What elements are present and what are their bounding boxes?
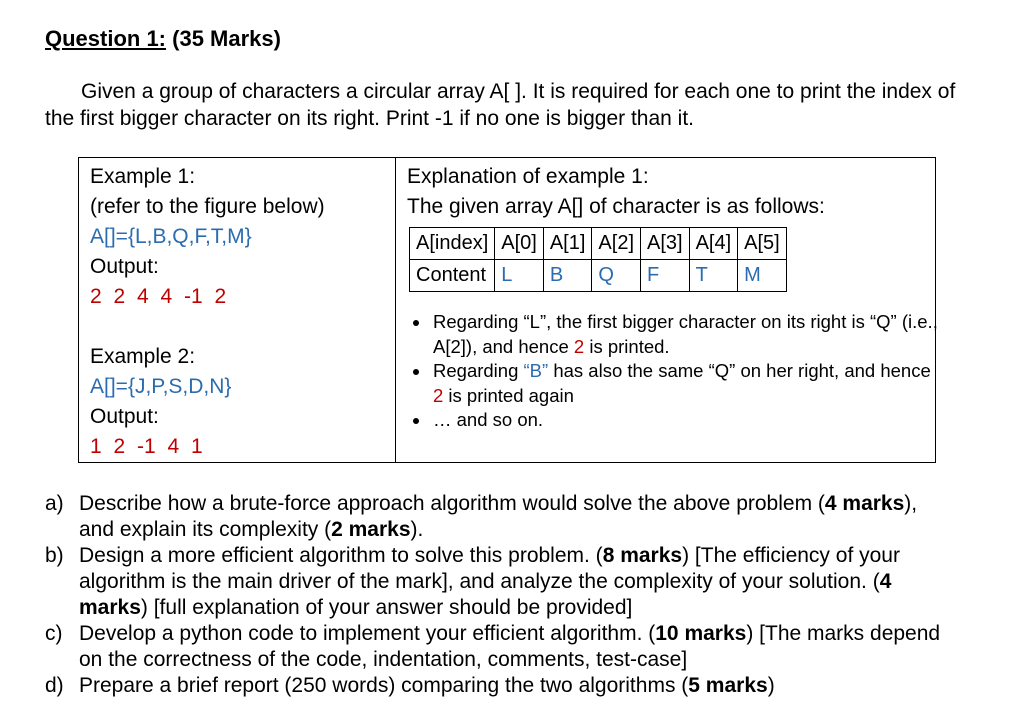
task-item: b) Design a more efficient algorithm to solve this problem. (8 marks) [The efficiency of your algorithm is the main driver of the mark], and analyze the complexity of your solution. (4 marks) [full explanation of your answer should be provided] (45, 544, 900, 619)
example1-array: A[]={L,B,Q,F,T,M} (90, 225, 252, 248)
question-heading (45, 26, 281, 52)
explanation-title: Explanation of example 1: (407, 165, 649, 188)
index-cell: A[0] (495, 228, 544, 260)
content-row (410, 260, 787, 292)
index-header: A[index] (410, 228, 495, 260)
index-cell: A[3] (641, 228, 690, 260)
index-cell: A[1] (543, 228, 592, 260)
example2-output: 1 2 -1 4 1 (90, 435, 203, 458)
examples-column (90, 162, 325, 462)
bullet-item: • … and so on. (431, 408, 946, 433)
content-cell: M (738, 260, 787, 292)
task-list (45, 491, 945, 699)
example2-title: Example 2: (90, 345, 196, 368)
examples-table (78, 157, 936, 463)
explanation-bullets (409, 310, 946, 433)
content-cell: T (689, 260, 738, 292)
example1-output-label: Output: (90, 255, 159, 278)
task-item: c) Develop a python code to implement your efficient algorithm. (10 marks) [The marks depend on the correctness of the code, indentation, comments, test-case] (45, 622, 941, 671)
question-marks: (35 Marks) (172, 26, 281, 51)
content-cell: L (495, 260, 544, 292)
task-letter: b) (45, 544, 64, 567)
explanation-column (407, 162, 927, 222)
index-cell: A[4] (689, 228, 738, 260)
example2-array: A[]={J,P,S,D,N} (90, 375, 232, 398)
index-row (410, 228, 787, 260)
explanation-subtitle: The given array A[] of character is as follows: (407, 195, 825, 218)
task-item: d) Prepare a brief report (250 words) comparing the two algorithms (5 marks) (45, 674, 775, 697)
table-divider (395, 158, 396, 462)
example2-output-label: Output: (90, 405, 159, 428)
content-cell: Q (592, 260, 641, 292)
task-letter: c) (45, 622, 63, 645)
question-label: Question 1: (45, 26, 167, 51)
index-cell: A[5] (738, 228, 787, 260)
example1-output: 2 2 4 4 -1 2 (90, 285, 227, 308)
content-cell: F (641, 260, 690, 292)
problem-statement: Given a group of characters a circular array A[ ]. It is required for each one to print the index of the first bigger character on its right. Print -1 if no one is bigger than it. (45, 80, 956, 130)
example1-note: (refer to the figure below) (90, 195, 325, 218)
task-letter: a) (45, 492, 64, 515)
task-letter: d) (45, 674, 64, 697)
content-header: Content (410, 260, 495, 292)
task-item: a) Describe how a brute-force approach algorithm would solve the above problem (4 marks), and explain its complexity (2 marks). (45, 492, 918, 541)
example1-title: Example 1: (90, 165, 196, 188)
bullet-item: • Regarding “B” has also the same “Q” on her right, and hence 2 is printed again (431, 359, 946, 408)
content-cell: B (543, 260, 592, 292)
index-cell: A[2] (592, 228, 641, 260)
array-table (409, 227, 787, 292)
bullet-item: • Regarding “L”, the first bigger character on its right is “Q” (i.e., A[2]), and hence 2 is printed. (431, 310, 946, 359)
